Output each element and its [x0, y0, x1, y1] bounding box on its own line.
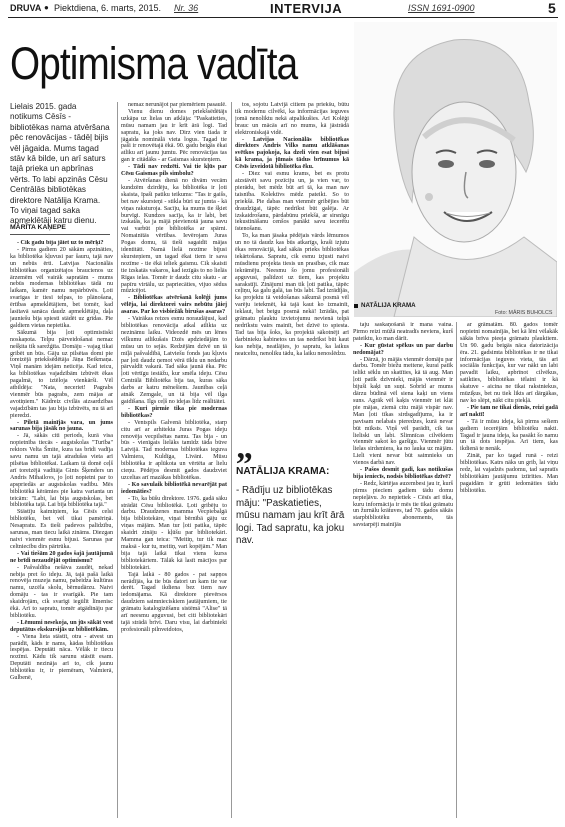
- author-rule: [10, 234, 110, 235]
- quote-author: NATĀLIJA KRAMA:: [236, 466, 330, 477]
- handwritten-issue-number: Nr. 36: [174, 3, 199, 13]
- column-divider: [231, 102, 232, 818]
- text-column-5: [460, 322, 558, 818]
- handwritten-issn: ISSN 1691-0900: [408, 3, 475, 13]
- quote-mark-icon: „: [236, 429, 253, 466]
- paragraph: - Redz, kārtējas auzembesi jau ir, kurš pirms piecīem gadiem tādu domu nepieļāvu. Jo nepietiek - Cēsīs arī tika, kuru informācija ir mēs tie tikai grāmatu un žurnālu krātuves, tad 70. gados sākās starpbibliotēku abonements, tās savstarpēji mainījās: [353, 480, 453, 529]
- paragraph: Stāstīju kaimiņiem, ka Cēsīs celsi bibliotēku, bet vēl tikai pamēriņā. Nesapratu. Es tieši padevos palīdzību, sarunas, man tiecu laikā zināms. Diezgan naivi vienmēr esmu bijusi. Sarunas par celtniecību dirs pārtrūka.: [10, 509, 113, 550]
- paragraph: - Ventspils Galvenā bibliotēka, starp citu arī ar arhitekta Juras Pogas ideju renovēja vecpilsētas namu. Tas bija - un būs - vienīgais lielāks tamīdz tāda būve Latvijā. Tad modernas bibliotēkas ieguva Valmiera, Kuldīga, Līvāni. Mūsu bibliotēka ir aplūkota un vērtēta ar lielu cieņu. Pēdējos desmit gados daudzviet uzceltas arī mazākas bibliotēkas.: [121, 419, 227, 481]
- pull-quote: - Rādīju uz bibliotēkas māju: "Paskatieties, mūsu namam jau krīt ārā logi. Tad sapratu, ka joku nav.: [236, 485, 345, 547]
- paragraph: To, ka man jāsaka pēdējais vārds lēmumos un no tā daudz kas būs atkarīgs, kraši izjutu ēkas renovācijā, kad sākās prieks bibliotēkas iekārtošana. Sapratu, cik esmu izjusti naivi mūsdienu projekta tiesis un prasības, cik maz iekrāmēju. Neesmu šo jomu profesionāli apguvusi, palīdzot uz tiem, kas projektu sarakstīji. Zinājumi man tik ļoti patika, tāpēc ceļiņu, ka galu galā, tas būs labi. Tad izrādījās, ka projektu tā veidošanas sākumā posmā vēl varēju ietekmēt, kā tajā kaut ko izmainīt, ieklaut, bet beigu posmā nekā! Izrādās, pat grāmatu plauktu izvietojumu nevienā telpā nedrīkstu vairs mainīt, bet dzīvē to spiesta. Tad tas bija šoks, ka projektā sākotnēji arī darbinieku kabinetos un tas nedrīkst būt kaut kas nebija, neatlājies, jo sapratu, ka laikus neatceltu, nenoliku tādu, ka laiku nenoslēdzu.: [235, 233, 349, 357]
- caption-marker: [354, 304, 358, 308]
- interview-question: - Piletā mainījās vara, un jums sarunas bija jāsāk no jauna.: [10, 419, 113, 433]
- portrait-photo: [354, 22, 557, 317]
- paragraph: Sākumā bija ļoti optimistiski noskaņota. Telpu pārveidošanai nemaz nešķita tik sarežģīta. Domāju - vajag tikai gribēt un būs. Gāju uz pilsētas domi pie toreizējā priekšsēdētāja Jāņa Beikmaņa. Viņš manām idejām neticēja. Kad teicu, ka bibliotēkas vajadzībām izbūvēt ēkas pagalmā, to iztēloja vienkārši. Vēl atbildēja: "Nata, neceriet! Pagrabs vienmēr būs pagrabs, zem mājas ar avotiņiem." Kādreiz civilās aizsardzības vajadzībām tas jau bija izbūvēts, nu tā arī pieredzi.: [10, 329, 113, 419]
- interview-question: - Vai tiešām 20 gados šajā jautājumā ne brīdi nezaudējāt optimismu?: [10, 550, 113, 564]
- article-lead: Lielais 2015. gada notikums Cēsīs - bibliotēkas nama atvēršana pēc renovācijas - tādēļ bijis vēl jāgaida. Mums tagad stāv kā bilde, un arī saturs tajā prieka un apbrīnas vērts. To labi apzinās Cēsu Centrālās bibliotēkas direktore Natālija Krama. To viņai tagad saka apmeklētāji katru dienu.: [10, 102, 110, 226]
- portrait-illustration: [354, 22, 557, 317]
- paragraph: Vienu dienu domes priekšsēdētājs uzkāpa uz lielas un atklāja: "Paskatieties, mūsu namam jau ir krīt ārā logi. Tad sapratu, ka joks nav. Dirz vien tiada ir jāgaida nominālā vieta logus. Tagad tie paši ir renovētajā ēkā. 90. gadu beigās ēkai atliku arī jaunu jumtu. Pēc renovācijas tas gan ir citādāks - ar Gaismas skursteņiem.: [121, 108, 227, 164]
- paragraph: - Pašvaldība nešāva zaudēt, nekad nebija pret šo ideju. Jā, tajā pašā laikā renovēja muzeja namu, pabeidza kultūras namu, uzcēla skolu, bērnudārzu. Naivi domāju - tas ir svarīgāk. Pie tam skaidrojām, cik svarīgi iegūlīt līmenisc ēkā. Arī to sapratu, tomēr atgādināju par bibliotēku.: [10, 564, 113, 619]
- paragraph: - To, ka būšu direktore. 1976. gadā sāku strādāt Cēsu bibliotēkā. Ļoti gribēju to darbu. Draudzenes mamma Vecpiebalgā bija bibliotekāre, viņai bērnībā gāju uz viņas mājām. Man tur ļoti patika, tāpēc skaidri zināju - kļūšu par bibliotekāri. Mamma gan teica: "Meitiņ, tur tik maz maksā - kur tu, meitiņ, vari kopējām." Man bija tajā laikā tikai viens kurss bibliotekāriem. Tālāk kā lasīt mācījos par bibliotekāri.: [121, 495, 227, 571]
- header-rule: [8, 17, 558, 18]
- paragraph: tos, sojotu Latvijā citiem pa priekšu, būtu tik modernu cilvēki, ka informācijas ieguves jomā nenoliktu nekā atpalikušies. Arī Kolēģi brauc un mācās arī no mums, kā jāstrādā elektroniskajā vidē.: [235, 102, 349, 136]
- paragraph: - Pirms gadiem 20 sākām apzināties, ka bibliotēka kļuvusi par šauru, tajā nav un nebūs ērti. Latvijas Nacionālās bibliotēkas organizētajos braucienos uz ārzemēm vēl vairāk sapratām - mums nebūs modernas bibliotēkas tādā nu laikam, kamēr namu nepārbūvēs. Ļoti svarīgas ir tiesī telpas, to plānošana, ērtības apmeklētājiem, bet tomēr, kad lasītavā sanāca daudz apmeklētāju, daļa jauniešu bija spiesti stādēt uz grīdas. Pie galdiem vietas nepietika.: [10, 246, 113, 329]
- interview-question: - Tādi nav redzēti. Vai tie kļūs par Cēsu Gaismas pils simbolu?: [121, 164, 227, 178]
- page-header: [0, 0, 565, 18]
- photo-caption: NATĀLIJA KRAMA: [361, 302, 416, 309]
- interview-question: - Bibliotēkas atvēršanā kolēģi jums vēlēja, lai direktorei vairs nebūtu jāiej asaras. Par ko visbiežāk birušas asaras?: [121, 295, 227, 316]
- page-number: 5: [548, 0, 556, 16]
- paragraph: Tajā laikā - 80 gados - pat sapņos nerādījās, ka tie būs datori un kam tie var derēt. Tagad ikdiena bez tiem nav iedomājama. Kā direktore pievērsos daudziem saimnieciskiem jautājumiem, tie grāmatu katalogizēšanu sistēmā "Alise" tā arī neesmu apguvusi, bet citi bibliotekāri tajā strādā brīvi. Daru visu, lai darbinieki profesionāli pilnveidotos,: [121, 571, 227, 633]
- interview-question: - Latvijas Nacionālās bibliotēkas direktors Andris Vilks namu atklāšanas svētkos pajokoja, ka dzeli vien esat bijusi kā krama, ja jūmais tādus brīnumus kā Cēsīs izveidotā bibliotēka ēku.: [235, 136, 349, 171]
- text-column-2: [121, 102, 227, 818]
- interview-question: - Kuri pirmie tika pie modernas bibliotēkas?: [121, 405, 227, 419]
- interview-question: - Lēmumi nesekoja, un jūs sākāt vest deputātus ekskursijās uz bibliotēkām.: [10, 619, 113, 633]
- paragraph: Zināt, par ko tagad runā - reizi bibliotēkas. Katrs nāks un grib, lai viņu redz, lai vajadzēs padomu, tad sapratīs bibliotēkām jautājumu iztīrīties. Man pagaidām ir grūti iedomāties tādu bibliotēku.: [460, 453, 558, 494]
- paragraph: nemaz nerunājot par piemēriem pasaulē.: [128, 102, 227, 108]
- article-title: Optimisma vadīta: [10, 38, 298, 89]
- paragraph: - Tā ir mūsu ideja, kā pirms sešiem gadiem iecerējām bibliotēku nakti. Tagad ir jauna ideja, ka pasākt šo namu un tā dots iespējas. Arī tiem, kas ikdienā te nenāk.: [460, 418, 558, 453]
- paragraph: - Dārzā, jo mājās vienmēr domāju par darbu. Tomēr biežu meitene, kurai patīk ielikt sēklu un skatīties, kā tā aug. Man ļoti patīk dzīvnieki, mājās vienmēr ir bijuši kaķi un suņi. Sobrīd ar mums dārzu būdinā vēl siena kaķi un viens suns. Agrāk vēl kaķis vienmēr iet klāt pie mājas, ziemā citu mājā vispār nav. Man ļoti tīkas sirdsgadījums, ka ir pavisam nelabais pieredzes, kurā nevar būt mīksts. Viņš vēl parādīt, cik tas lieliski un labi. Slimnīcas cilvēkiem vienmēr sakot ko garšīgu. Vienmēr jūtu lielas sirdsmiera, ka no lauka uz mājām. Lieli vieni nevar būt saimnieks un vienos darbā nav.: [353, 356, 453, 467]
- paragraph: - Atvēršanas dienā no divām vecām kundzēm dzirdēju, ka bibliotēka ir ļoti skaista, īpaši patiku teikums: "Tas ir gaišs, bet nav skursteņi - stikla būri uz jumta - kā viņas raksturoja. Sacīju, ka mums tie šķiet burvīgi. Kundzes sacīja, ka ir labi, bet izskatās, ka ja mājā pievienotā jauna savu vai varbūt pie bibliotēka ar spārni. Nomainītās vērtības. Ievērojam Juras Pogas domu, tā tieši sagaidīt mājas identitāti. Namā lielā nozīme bijusi skursteņiem, un tagad ēkai tiem ir sava nozīme - tie ēkā ieliek gaismu. Cik skaisti tie izskatās vakaros, kad iezīgās to no lielās Rīgas ielas. Tomēr ir daudz citu skatu - ar papīru virtālu, uz papriecāties, vijuo sēdus mūzicējot.: [121, 177, 227, 295]
- paragraph: - Diez vai esmu krams, bet es protu aizstāvēt savu pozīciju un, ja vien var, to pierādu, bet mēdz būt arī tā, ka man nav taisnība. Kolektīvs mēdz pateikt. So to priekšā. Pie dabas man vienmēr gribējies būt draudzīgai, tāpēc nedrīkst būt galēja. Ar izskaidrošanu, pārdabūnu priekšā, ar sirsnīgu iekustināšanu cenšos panākt savu iecerētu īstenošanu.: [235, 171, 349, 233]
- bullet-icon: ●: [44, 3, 49, 12]
- column-divider: [117, 102, 118, 818]
- paragraph: ar grāmatām. 80. gados tomēr nopietni nomainījās, bet kā lēni vēlakāk sākās brīva pieeja grāmatu plauktiem. Un 90. gadu beigās nāca datorizācija ēra. 21. gadsimta bibliotēkas ir ne tikai informācijas ieguves vieta, tās arī sociālās funkcijas, kur var nākt un labi pavadīt laiku, apbrīnot cilvēkus, satikties, bibliotēkas tēlaini ir kā skatuve - aicina ne tikai rakstniekus, mūziķus, bet nu tiek likts arī dārgākas, nav ko slēpt, nākt citu piekļā.: [460, 322, 558, 404]
- paragraph: - Jā, sākās citi periods, kurā visa nopietnība tiecās - augstskolas "Turība" rektors Velta Šmite, kura tas brīdi vadīja savu namu un tajā atradušas vieta arī pilsētas bibliotēkai. Laikam tā domē ceļš arī toreizējā vadītāja Gints Šķenders un Andris Mihailovs, jo ļoti nopietni par to apspriedās ar augstskolas vadību. Mēs bibliotēkā kērāmies pie katra varianta un teicām: "Labi, lai bija augstskolas, bet bibliotēka tajā. Lai bija bibliotēka tajā.": [10, 433, 113, 509]
- interview-question: - Kur gūstat spēkus un par darbu nedomājat?: [353, 342, 453, 356]
- photo-credit: Foto: MĀRIS BUHOLCS: [495, 310, 553, 316]
- interview-question: - Ko savulaik bibliotēkā nevarējāt pat iedomāties?: [121, 481, 227, 495]
- interview-question: - Cik gadu bija jāiet uz to mērķi?: [17, 240, 104, 246]
- interview-question: - Pašos desmit gadi, kas notikušas bija ieniecīs, nodsis bibliotēkas dzīvē?: [353, 467, 453, 480]
- issue-date: Piektdiena, 6. marts, 2015.: [54, 3, 162, 13]
- article-author: MĀRĪTA KAŅEPE: [10, 224, 66, 231]
- column-divider: [456, 322, 457, 818]
- text-column-1: [10, 240, 113, 818]
- paragraph: - Viena lieta stāstīt, otra - atvest un parādīt, kāds ir nams, kādas bibliotēkas iespējas. Deputāti nāca. Vēlāk ir tiecu nozīmi. Kādu tik sarunu stāstīt esam. Deputāti nezināja arī to, cik jaunu bibliotēku ir, ir piemēram, Valmierā, Gulbenē,: [10, 633, 113, 682]
- interview-question: - Pie tam ne tikai dienās, reizi gadā arī naktī!: [460, 404, 558, 418]
- paragraph: taju saskaņošanā ir mana vaina. Pirmo reizi mūžā neatradīs neviens, kurš pateiktu, ko man dārīt.: [353, 322, 453, 342]
- section-label: INTERVIJA: [270, 1, 343, 16]
- text-column-4: [353, 322, 453, 818]
- text-column-3: [235, 102, 349, 432]
- newspaper-name: DRUVA: [10, 3, 42, 13]
- paragraph: - Vairākas reizes esmu noraudājusi, kad bibliotēkas renovācija atkal atlikta uz nezināmu laiku. Videozdē mēs un lēnes vilkumu atlikušais Dzēs apdziedājām to mūsu un to sejās. Redzējām dzīvē un tā mīļā pašvaldībā, Latviešu fonds jau kļuvis par ļoti daudz ņemot vērā tīklu un nedarbu pārvaldīt vakarā. Tad sāka jaunā ēka. Pēc ļoti vērtīgu iestāžu, kur smēla ideju. Cēsu Centrālā Bibliotēka bija tas, kuras sāka darbs ar katru mēnešiem. Jaunības ceļā atnāk Zemgale, un tā bija vēl ilga gaidīšana. Ilgs ceļš no idejas līdz reālitātei.: [121, 316, 227, 405]
